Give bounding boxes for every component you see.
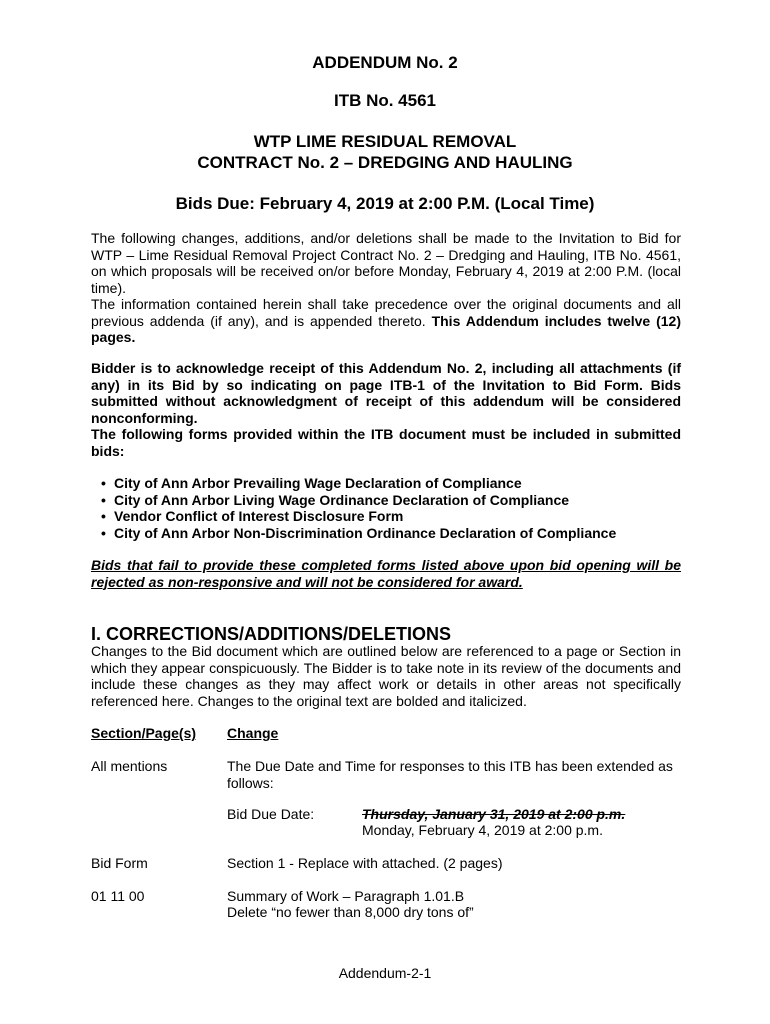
itb-number: ITB No. 4561 <box>333 91 437 110</box>
old-due-date: Thursday, January 31, 2019 at 2:00 p.m. <box>362 806 626 822</box>
row-change-due-date: The Due Date and Time for responses to this ITB has been extended as follows: <box>227 758 673 791</box>
list-item: • City of Ann Arbor Prevailing Wage Declaration of Compliance <box>100 475 690 492</box>
row-change-summary-line1: Summary of Work – Paragraph 1.01.B <box>227 888 465 904</box>
section-heading: I. CORRECTIONS/ADDITIONS/DELETIONS <box>91 624 452 644</box>
column-header-change: Change <box>227 725 279 741</box>
row-change-summary-line2: Delete “no fewer than 8,000 dry tons of” <box>227 904 474 920</box>
addendum-title: ADDENDUM No. 2 <box>312 53 458 72</box>
row-section-bid-form: Bid Form <box>91 855 148 871</box>
required-forms-list <box>100 475 690 541</box>
section-body: Changes to the Bid document which are outlined below are referenced to a page or Section in which they appear conspicuously. The Bidder is to take note in its review of the documents and include these changes as they may affect work or details in other areas not specifically referenced here. Changes to the original text are bolded and italicized. <box>91 643 681 709</box>
row-section-011100: 01 11 00 <box>91 888 145 904</box>
list-item: • Vendor Conflict of Interest Disclosure Form <box>100 508 690 525</box>
forms-intro-paragraph: The following forms provided within the ITB document must be included in submitted bids: <box>91 426 681 459</box>
intro-paragraph: The following changes, additions, and/or deletions shall be made to the Invitation to Bid for WTP – Lime Residual Removal Project Contract No. 2 – Dredging and Hauling, ITB No. 4561, on which proposals will be received on/or before Monday, February 4, 2019 at 2:00 P.M. (local time). <box>91 230 681 296</box>
project-title-line2: CONTRACT No. 2 – DREDGING AND HAULING <box>197 153 573 172</box>
row-change-bid-form: Section 1 - Replace with attached. (2 pages) <box>227 855 503 871</box>
bids-due-line: Bids Due: February 4, 2019 at 2:00 P.M. (Local Time) <box>175 194 595 213</box>
precedence-text: The information contained herein shall take precedence over the original documents and all previous addenda (if any), and is appended thereto. <box>91 296 681 329</box>
acknowledge-paragraph: Bidder is to acknowledge receipt of this Addendum No. 2, including all attachments (if any) in its Bid by so indicating on page ITB-1 of the Invitation to Bid Form. Bids submitted without acknowledgment of receipt of this addendum will be considered nonconforming. <box>91 360 681 426</box>
bid-due-date-label: Bid Due Date: <box>227 806 315 822</box>
list-item: • City of Ann Arbor Non-Discrimination Ordinance Declaration of Compliance <box>100 525 690 542</box>
page-count-note: This Addendum includes twelve (12) pages. <box>91 312 681 345</box>
new-due-date: Monday, February 4, 2019 at 2:00 p.m. <box>362 822 603 838</box>
project-title-line1: WTP LIME RESIDUAL REMOVAL <box>253 132 517 151</box>
list-item: • City of Ann Arbor Living Wage Ordinance Declaration of Compliance <box>100 492 690 509</box>
row-section-all-mentions: All mentions <box>91 758 168 774</box>
precedence-paragraph <box>91 296 681 346</box>
column-header-section: Section/Page(s) <box>91 725 197 741</box>
page-footer: Addendum-2-1 <box>338 965 432 981</box>
rejection-warning: Bids that fail to provide these completed forms listed above upon bid opening will be rejected as non-responsive and will not be considered for award. <box>91 557 681 590</box>
